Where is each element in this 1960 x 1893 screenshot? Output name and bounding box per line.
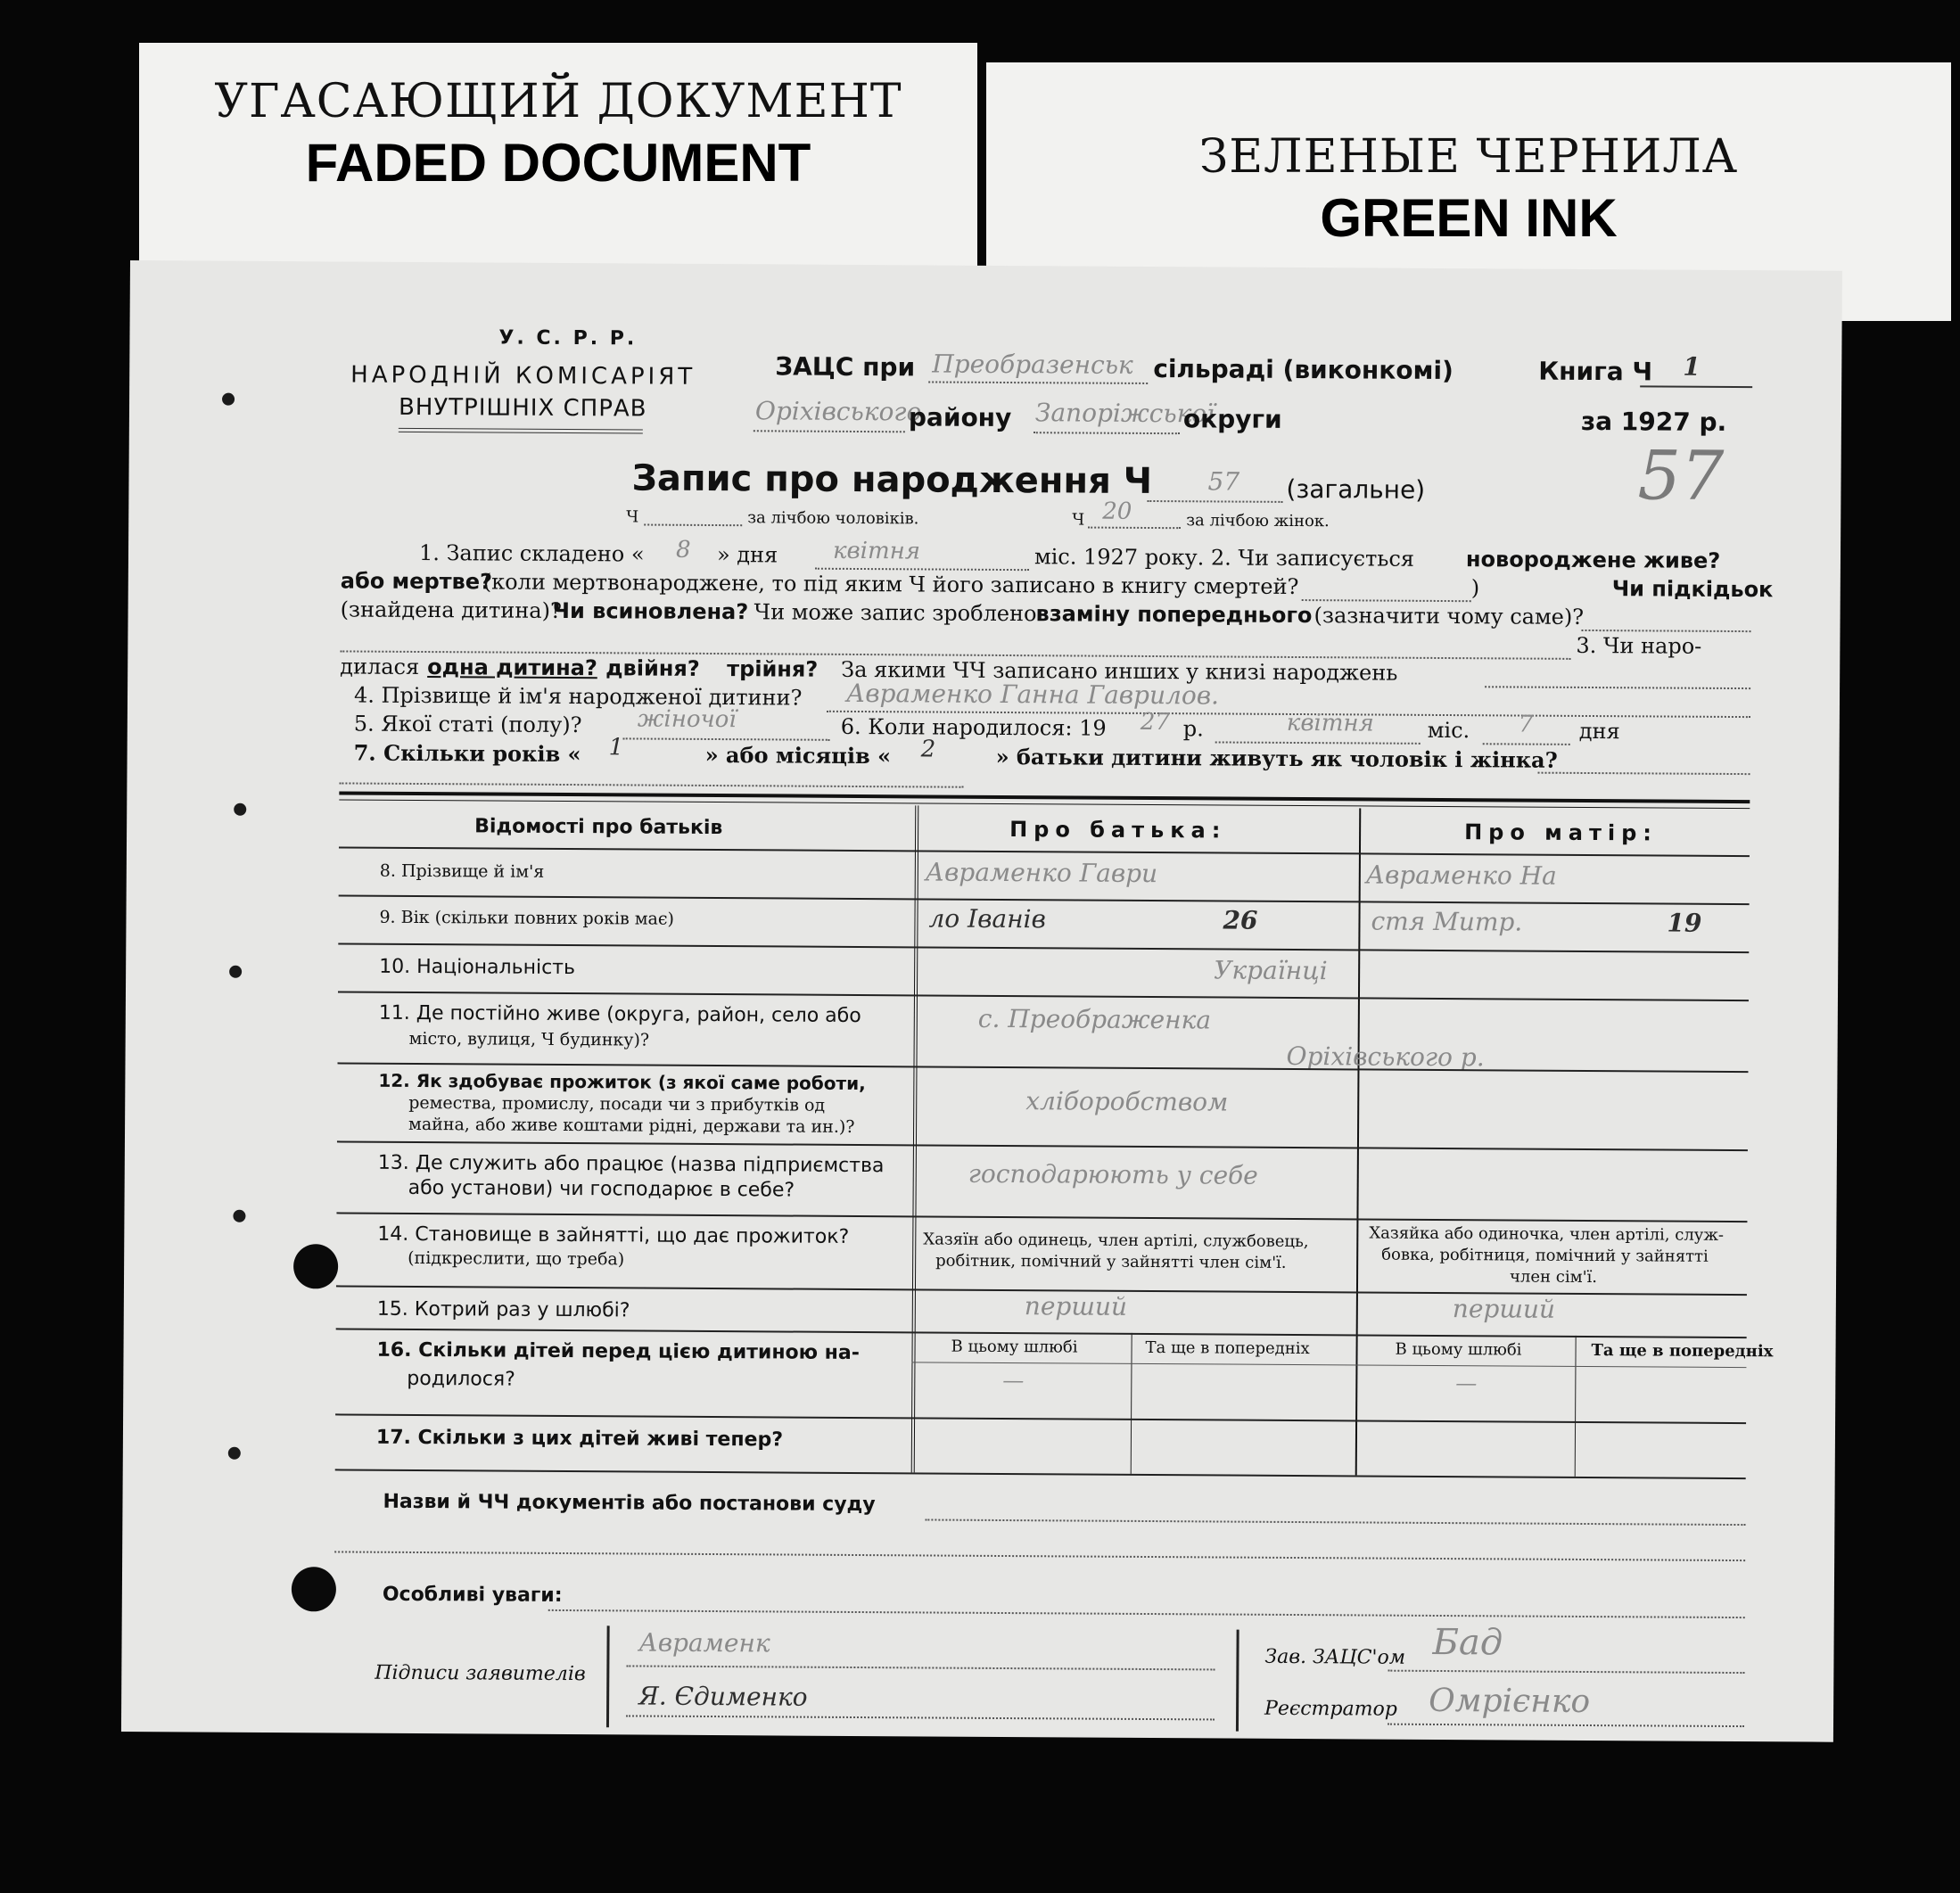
row13-label-a: 13. Де служить або працює (назва підприємства [377,1151,885,1178]
father-age-handwritten: 26 [1223,905,1258,935]
commissariat-line-1: НАРОДНІЙ КОМІСАРІЯТ [350,361,696,391]
okrug-label: округи [1182,404,1282,434]
residence-district-handwritten: Оріхівського р. [1286,1041,1485,1073]
row17-label: 17. Скільки з цих дітей живі тепер? [375,1426,784,1452]
row16-label-a: 16. Скільки дітей перед цією дитиною на- [376,1338,860,1365]
book-label: Книга Ч [1538,356,1653,387]
mother-name-handwritten: Авраменко На [1365,860,1557,891]
line5-a: дилася [340,654,420,679]
record-month-handwritten: квітня [832,537,921,565]
mother-age-handwritten: 19 [1667,908,1702,938]
table-header-mother: Про матір: [1464,819,1659,846]
men-count-label: за лічбою чоловіків. [747,508,919,529]
mother-status-options-2: бовка, робітниця, помічний у зайнятті [1381,1245,1709,1266]
father-patronymic-handwritten: ло Іванів [928,903,1046,934]
registrar-signature: Омрієнко [1429,1682,1591,1721]
faded-card-ru: УГАСАЮЩИЙ ДОКУМЕНТ [214,75,902,128]
line5-e: За якими ЧЧ записано инших у книзі народжень [841,656,1398,686]
father-children-previous-header: Та ще в попередніх [1145,1337,1310,1359]
line1-d: новороджене живе? [1465,547,1721,573]
father-children-dash: — [1002,1368,1025,1394]
registrar-label: Реєстратор [1264,1697,1397,1721]
line2-b: (коли мертвонароджене, то під яким Ч його записано в книгу смертей? [482,569,1299,600]
head-zags-signature: Бад [1432,1621,1503,1664]
married-years-handwritten: 1 [608,734,624,761]
line3-e: (зазначити чому саме)? [1314,603,1585,630]
punch-hole [293,1244,338,1288]
commissariat-line-2: ВНУТРІШНІХ СПРАВ [398,393,647,423]
line2-c: ) [1470,575,1480,601]
birth-record-sheet [121,260,1842,1742]
record-day-handwritten: 8 [675,536,691,564]
line2-d: Чи підкідьок [1611,576,1774,603]
line7-b: 6. Коли народилося: 19 [840,713,1107,741]
father-marriage-count-handwritten: перший [1024,1291,1128,1321]
zags-suffix: сільраді (виконкомі) [1153,354,1454,386]
table-header-father: Про батька: [1009,817,1227,844]
district-handwritten: Оріхівського [754,396,922,427]
mother-status-options-1: Хазяйка або одиночка, член артілі, служ- [1369,1223,1725,1245]
pin-hole [233,1210,245,1222]
line7-e: дня [1578,718,1620,745]
mother-patronymic-handwritten: стя Митр. [1371,906,1523,937]
faded-card-en: FADED DOCUMENT [305,133,811,193]
married-months-handwritten: 2 [920,736,936,763]
pin-hole [234,803,246,816]
row11-label-b: місто, вулиця, Ч будинку)? [408,1028,650,1050]
line1-c: міс. 1927 року. 2. Чи записується [1034,544,1415,572]
women-count-prefix: Ч [1072,510,1085,530]
line5-c: двійня? [605,655,700,681]
row9-label: 9. Вік (скільки повних років має) [379,907,675,929]
row15-label: 15. Котрий раз у шлюбі? [376,1297,630,1322]
birth-year-handwritten: 27 [1140,708,1171,737]
line8-b: » або місяців « [704,741,892,770]
line3-b: Чи всиновлена? [552,597,749,625]
livelihood-handwritten: хліборобством [1025,1086,1229,1117]
mother-marriage-count-handwritten: перший [1452,1294,1556,1324]
line5-b: одна дитина? [427,654,597,681]
applicant-signature-2: Я. Єдименко [638,1681,808,1712]
line8-c: » батьки дитини живуть як чоловік і жінка? [995,743,1558,773]
father-children-this-marriage-header: В цьому шлюбі [951,1337,1078,1357]
line7-a: 5. Якої статі (полу)? [353,711,582,738]
line2-a: або мертве? [340,568,493,595]
line3-c: Чи може запис зроблено [754,599,1037,627]
margin-number-handwritten: 57 [1637,435,1725,515]
row16-label-b: родилося? [407,1367,515,1391]
row14-label-a: 14. Становище в зайнятті, що дає прожиток? [377,1222,850,1248]
row13-label-b: або установи) чи господарює в себе? [408,1176,795,1202]
line4: 3. Чи наро- [1576,632,1702,659]
row10-label: 10. Національність [379,955,576,980]
okrug-handwritten: Запоріжської [1034,398,1215,429]
workplace-handwritten: господарюють у себе [968,1158,1258,1190]
line5-d: трійня? [727,656,819,682]
child-name-handwritten: Авраменко Ганна Гаврилов. [845,678,1220,711]
row14-label-b: (підкреслити, що треба) [408,1247,625,1270]
line8-a: 7. Скільки років « [353,739,581,768]
line7-c: р. [1182,716,1204,742]
notes-label: Особливі уваги: [382,1583,563,1607]
documents-label: Назви й ЧЧ документів або постанови суду [383,1490,876,1517]
birth-day-handwritten: 7 [1518,711,1534,738]
child-sex-handwritten: жіночої [637,705,737,734]
nationality-handwritten: Українці [1214,955,1328,986]
row8-label: 8. Прізвище й ім'я [379,860,545,882]
women-count-handwritten: 20 [1102,498,1132,525]
pin-hole [228,1447,241,1460]
line1-a: 1. Запис складено « [418,539,645,567]
row12-label-b: ремества, промислу, посади чи з прибутків од [408,1092,826,1115]
row12-label-a: 12. Як здобуває прожиток (з якої саме роботи, [378,1069,866,1095]
line3-a: (знайдена дитина)? [340,597,562,623]
birth-month-handwritten: квітня [1286,709,1374,737]
women-count-label: за лічбою жінок. [1186,511,1330,531]
line6-label: 4. Прізвище й ім'я народженої дитини? [353,682,803,711]
punch-hole [292,1567,336,1611]
green-card-en: GREEN INK [1320,188,1618,248]
pin-hole [229,966,242,978]
zags-prefix: ЗАЦС при [775,351,916,383]
table-header-info: Відомості про батьків [474,815,723,840]
line7-d: міс. [1427,717,1470,744]
general-number-handwritten: 57 [1207,466,1240,497]
pin-hole [222,393,235,406]
ussr-label: У. С. Р. Р. [498,326,638,350]
green-card-ru: ЗЕЛЕНЫЕ ЧЕРНИЛА [1198,130,1739,184]
district-label: району [908,402,1012,433]
father-status-options-2: робітник, помічний у зайнятті член сім'ї. [935,1251,1287,1272]
head-zags-label: Зав. ЗАЦС'ом [1264,1645,1406,1669]
mother-children-dash: — [1455,1370,1478,1396]
line3-d: взаміну попереднього [1035,601,1313,629]
record-title: Запис про народження Ч [631,457,1153,503]
father-name-handwritten: Авраменко Гаври [925,857,1158,889]
applicants-signature-label: Підписи заявителів [375,1661,586,1686]
men-count-prefix: Ч [626,507,639,527]
zags-village-handwritten: Преобразенськ [932,349,1133,380]
mother-children-previous-header: Та ще в попередніх [1591,1341,1774,1362]
record-year: за 1927 р. [1580,406,1727,437]
father-status-options-1: Хазяїн або одинець, член артілі, службовець, [923,1230,1309,1252]
general-label: (загальне) [1286,473,1426,505]
row12-label-c: майна, або живе коштами рідні, держави та ин.)? [408,1114,855,1137]
applicant-signature-1: Авраменк [638,1627,770,1658]
line1-b: » дня [716,542,778,568]
mother-children-this-marriage-header: В цьому шлюбі [1395,1339,1522,1360]
book-number-handwritten: 1 [1683,351,1701,382]
mother-status-options-3: член сім'ї. [1510,1267,1598,1288]
residence-village-handwritten: с. Преображенка [977,1003,1212,1035]
row11-label-a: 11. Де постійно живе (округа, район, село або [378,1001,861,1028]
